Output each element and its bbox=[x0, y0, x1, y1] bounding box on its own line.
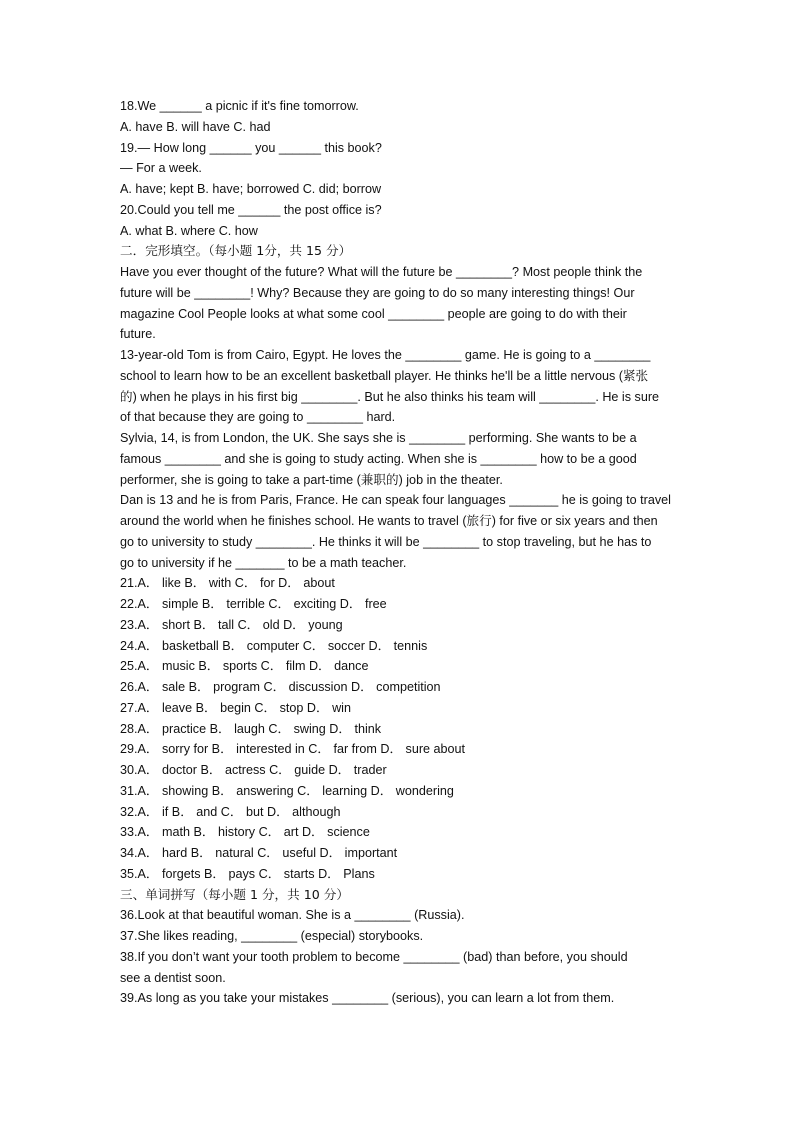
question-20-options: A. what B. where C. how bbox=[120, 223, 258, 238]
question-34-options: 34.A． hard B． natural C． useful D． important bbox=[120, 846, 398, 860]
passage-line: go to university if he _______ to be a math teacher. bbox=[120, 555, 407, 570]
passage-line: school to learn how to be an excellent basketball player. He thinks he'll be a little nervous (紧张 bbox=[120, 368, 649, 383]
question-19-options: A. have; kept B. have; borrowed C. did; borrow bbox=[120, 182, 382, 196]
section-spelling-heading: 三、单词拼写（每小题 1 分，共 10 分） bbox=[120, 886, 349, 902]
question-22-options: 22.A． simple B． terrible C． exciting D． free bbox=[120, 597, 387, 611]
passage-line: of that because they are going to ________ hard. bbox=[120, 410, 396, 425]
passage-line: Have you ever thought of the future? What will the future be ________? Most people think the bbox=[120, 265, 643, 279]
question-33-options: 33.A． math B． history C． art D． science bbox=[120, 825, 370, 840]
question-18-options: A. have B. will have C. had bbox=[120, 119, 271, 134]
question-38: 38.If you don’t want your tooth problem to become ________ (bad) than before, you should bbox=[120, 949, 628, 964]
question-26-options: 26.A． sale B． program C． discussion D． competition bbox=[120, 680, 441, 694]
question-18: 18.We ______ a picnic if it's fine tomorrow. bbox=[120, 99, 359, 113]
passage-line: 的) when he plays in his first big ________. But he also thinks his team will ________. He is sure bbox=[120, 389, 660, 404]
passage-line: famous ________ and she is going to study acting. When she is ________ how to be a good bbox=[120, 451, 637, 466]
question-37: 37.She likes reading, ________ (especial) storybooks. bbox=[120, 929, 424, 943]
passage-line: 13-year-old Tom is from Cairo, Egypt. He loves the ________ game. He is going to a ________ bbox=[120, 348, 651, 362]
question-28-options: 28.A． practice B． laugh C． swing D． think bbox=[120, 721, 382, 736]
passage-line: around the world when he finishes school. He wants to travel (旅行) for five or six years and then bbox=[120, 514, 658, 528]
passage-line: magazine Cool People looks at what some cool ________ people are going to do with their bbox=[120, 306, 627, 321]
question-21-options: 21.A． like B． with C． for D． about bbox=[120, 576, 335, 591]
exam-page bbox=[120, 96, 680, 1009]
question-38-continued: see a dentist soon. bbox=[120, 970, 226, 985]
question-20: 20.Could you tell me ______ the post office is? bbox=[120, 202, 382, 217]
passage-line: future. bbox=[120, 327, 156, 342]
question-31-options: 31.A． showing B． answering C． learning D． wondering bbox=[120, 783, 454, 798]
question-19: 19.— How long ______ you ______ this book? bbox=[120, 140, 382, 155]
question-24-options: 24.A． basketball B． computer C． soccer D． tennis bbox=[120, 638, 428, 653]
passage-line: Dan is 13 and he is from Paris, France. He can speak four languages _______ he is going to travel bbox=[120, 493, 671, 508]
question-23-options: 23.A． short B． tall C． old D． young bbox=[120, 617, 343, 632]
question-39: 39.As long as you take your mistakes ________ (serious), you can learn a lot from them. bbox=[120, 991, 615, 1006]
section-cloze-heading: 二．完形填空。（每小题 1分，共 15 分） bbox=[120, 243, 352, 259]
passage-line: future will be ________! Why? Because they are going to do so many interesting things! Our bbox=[120, 285, 635, 300]
question-27-options: 27.A． leave B． begin C． stop D． win bbox=[120, 700, 351, 715]
question-35-options: 35.A． forgets B． pays C． starts D． Plans bbox=[120, 866, 375, 881]
question-30-options: 30.A． doctor B． actress C． guide D． trader bbox=[120, 763, 387, 777]
question-29-options: 29.A． sorry for B． interested in C． far from D． sure about bbox=[120, 742, 466, 757]
passage-line: go to university to study ________. He thinks it will be ________ to stop traveling, but he has to bbox=[120, 534, 652, 549]
passage-line: performer, she is going to take a part-time (兼职的) job in the theater. bbox=[120, 472, 503, 487]
question-25-options: 25.A． music B． sports C． film D． dance bbox=[120, 659, 369, 674]
question-19-reply: — For a week. bbox=[120, 161, 202, 176]
passage-line: Sylvia, 14, is from London, the UK. She says she is ________ performing. She wants to be a bbox=[120, 431, 637, 445]
question-32-options: 32.A． if B． and C． but D． although bbox=[120, 804, 341, 819]
question-36: 36.Look at that beautiful woman. She is a ________ (Russia). bbox=[120, 908, 465, 923]
